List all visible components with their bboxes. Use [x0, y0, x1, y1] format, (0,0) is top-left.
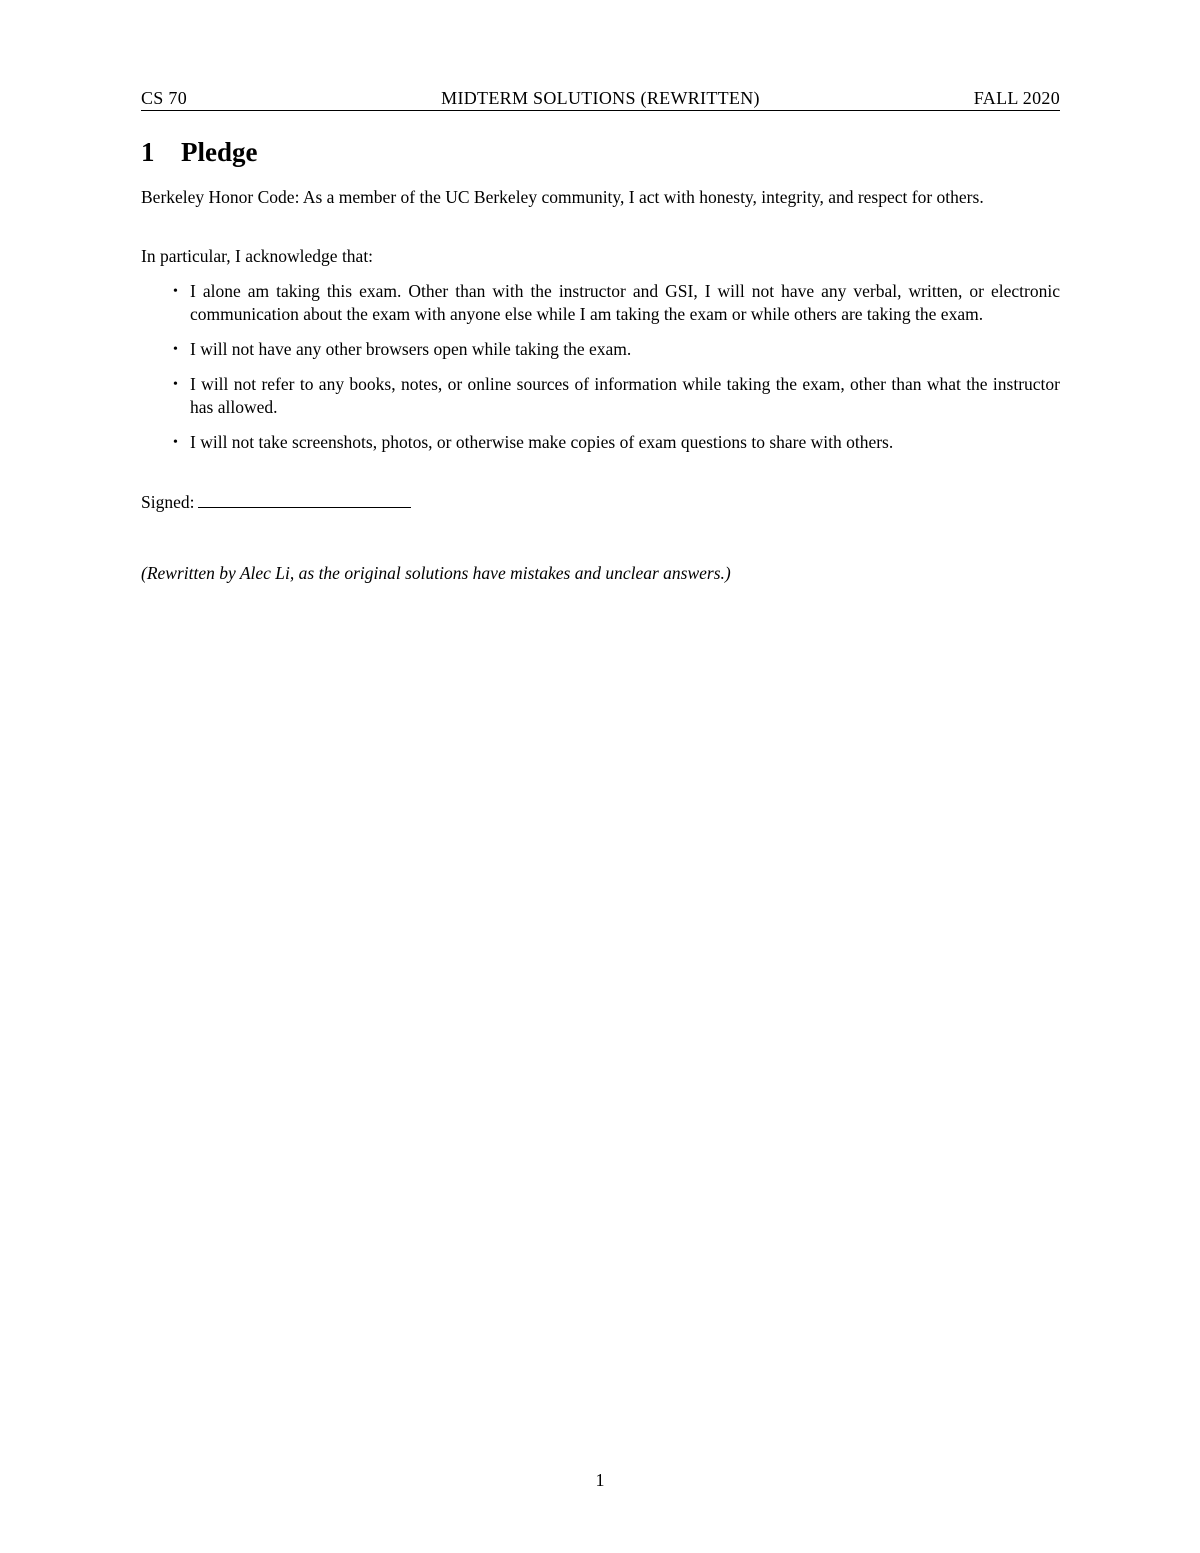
term: FALL 2020 — [973, 88, 1060, 108]
list-item — [141, 373, 1060, 419]
bullet-icon: • — [173, 284, 178, 299]
page-number: 1 — [595, 1470, 605, 1490]
honor-code-paragraph: Berkeley Honor Code: As a member of the UC Berkeley community, I act with honesty, integrity, and respect for others. — [141, 187, 984, 207]
course-code: CS 70 — [141, 88, 188, 108]
bullet-icon: • — [173, 435, 178, 450]
section-number: 1 — [141, 137, 155, 167]
pledge-text: I will not take screenshots, photos, or otherwise make copies of exam questions to share with others. — [190, 432, 894, 452]
rewrite-note: (Rewritten by Alec Li, as the original solutions have mistakes and unclear answers.) — [141, 563, 731, 583]
list-item — [141, 431, 1060, 454]
acknowledgement-intro: In particular, I acknowledge that: — [141, 246, 374, 266]
list-item — [141, 338, 1060, 361]
signature-blank — [198, 492, 411, 508]
pledge-list — [141, 280, 1060, 466]
document-title: MIDTERM SOLUTIONS (REWRITTEN) — [441, 88, 760, 108]
section-title: Pledge — [181, 137, 258, 167]
list-item — [141, 280, 1060, 326]
pledge-text: I will not refer to any books, notes, or online sources of information while taking the exam, other than what the instructor has allowed. — [190, 374, 1060, 417]
bullet-icon: • — [173, 377, 178, 392]
pledge-text: I alone am taking this exam. Other than with the instructor and GSI, I will not have any verbal, written, or electronic communication about the exam with anyone else while I am taking the exam or while others are taking the exam. — [190, 281, 1060, 324]
signed-label: Signed: — [141, 492, 195, 512]
section-heading — [141, 136, 257, 168]
signature-line — [141, 491, 411, 514]
bullet-icon: • — [173, 342, 178, 357]
pledge-text: I will not have any other browsers open while taking the exam. — [190, 339, 632, 359]
running-header — [141, 86, 1060, 111]
